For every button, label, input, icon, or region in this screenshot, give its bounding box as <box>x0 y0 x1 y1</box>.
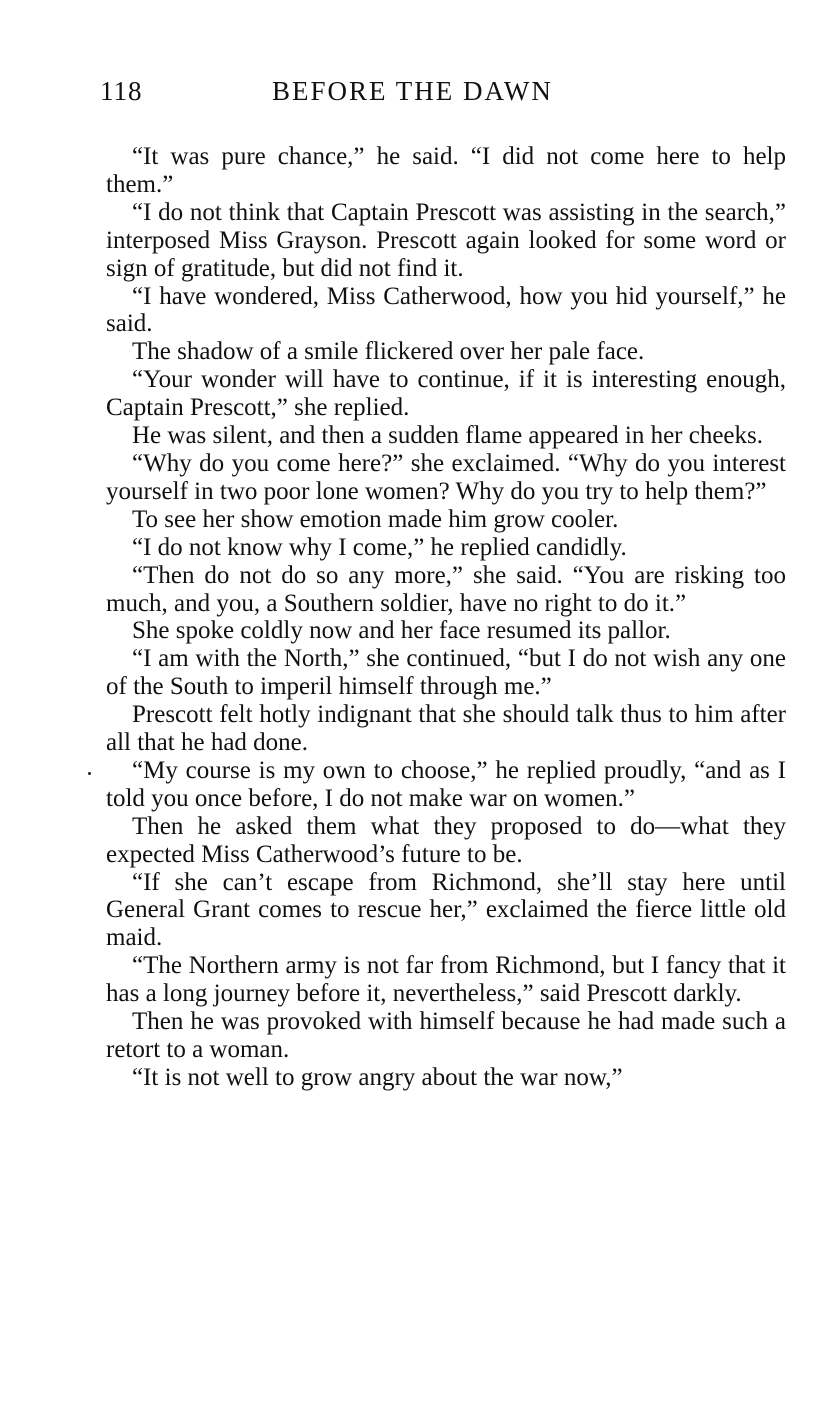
paragraph: The shadow of a smile flickered over her pale face. <box>132 338 645 366</box>
paragraph: “I do not know why I come,” he replied candidly. <box>132 533 627 561</box>
page-header <box>0 76 830 112</box>
paragraph: Then he asked them what they proposed to do—what they expected Miss Catherwood’s future to be. <box>106 812 786 868</box>
paragraph: “I do not think that Captain Prescott was assisting in the search,” interposed Miss Grayson. Prescott again looked for some word or sign of gratitude, but did not find it. <box>106 198 786 282</box>
paragraph: “It was pure chance,” he said. “I did not come here to help them.” <box>106 143 786 198</box>
paragraph: “It is not well to grow angry about the war now,” <box>132 1063 623 1091</box>
page-number: 118 <box>100 76 143 106</box>
paragraph: To see her show emotion made him grow cooler. <box>132 505 619 533</box>
paragraph: “Your wonder will have to continue, if it is interesting enough, Captain Prescott,” she replied. <box>106 366 786 422</box>
paragraph: “The Northern army is not far from Richmond, but I fancy that it has a long journey before it, nevertheless,” said Prescott darkly. <box>106 952 786 1008</box>
paragraph: “I have wondered, Miss Catherwood, how you hid yourself,” he said. <box>106 282 786 338</box>
paragraph: Then he was provoked with himself because he had made such a retort to a woman. <box>106 1008 786 1063</box>
paragraph: She spoke coldly now and her face resumed its pallor. <box>132 617 671 645</box>
paragraph: “Why do you come here?” she exclaimed. “Why do you interest yourself in two poor lone women? Why do you try to help them?” <box>106 449 786 505</box>
running-title: BEFORE THE DAWN <box>272 76 553 106</box>
paragraph: He was silent, and then a sudden flame appeared in her cheeks. <box>132 422 764 450</box>
paragraph: Prescott felt hotly indignant that she should talk thus to him after all that he had done. <box>106 701 786 757</box>
paragraph: “I am with the North,” she continued, “but I do not wish any one of the South to imperil himself through me.” <box>106 645 786 701</box>
paragraph: “Then do not do so any more,” she said. “You are risking too much, and you, a Southern soldier, have no right to do it.” <box>106 561 786 617</box>
paragraph: “My course is my own to choose,” he replied proudly, “and as I told you once before, I do not make war on women.” <box>106 756 786 812</box>
body-text <box>106 143 786 1092</box>
paragraph: “If she can’t escape from Richmond, she’ll stay here until General Grant comes to rescue her,” exclaimed the fierce little old maid. <box>106 868 786 952</box>
margin-mark <box>88 772 91 775</box>
